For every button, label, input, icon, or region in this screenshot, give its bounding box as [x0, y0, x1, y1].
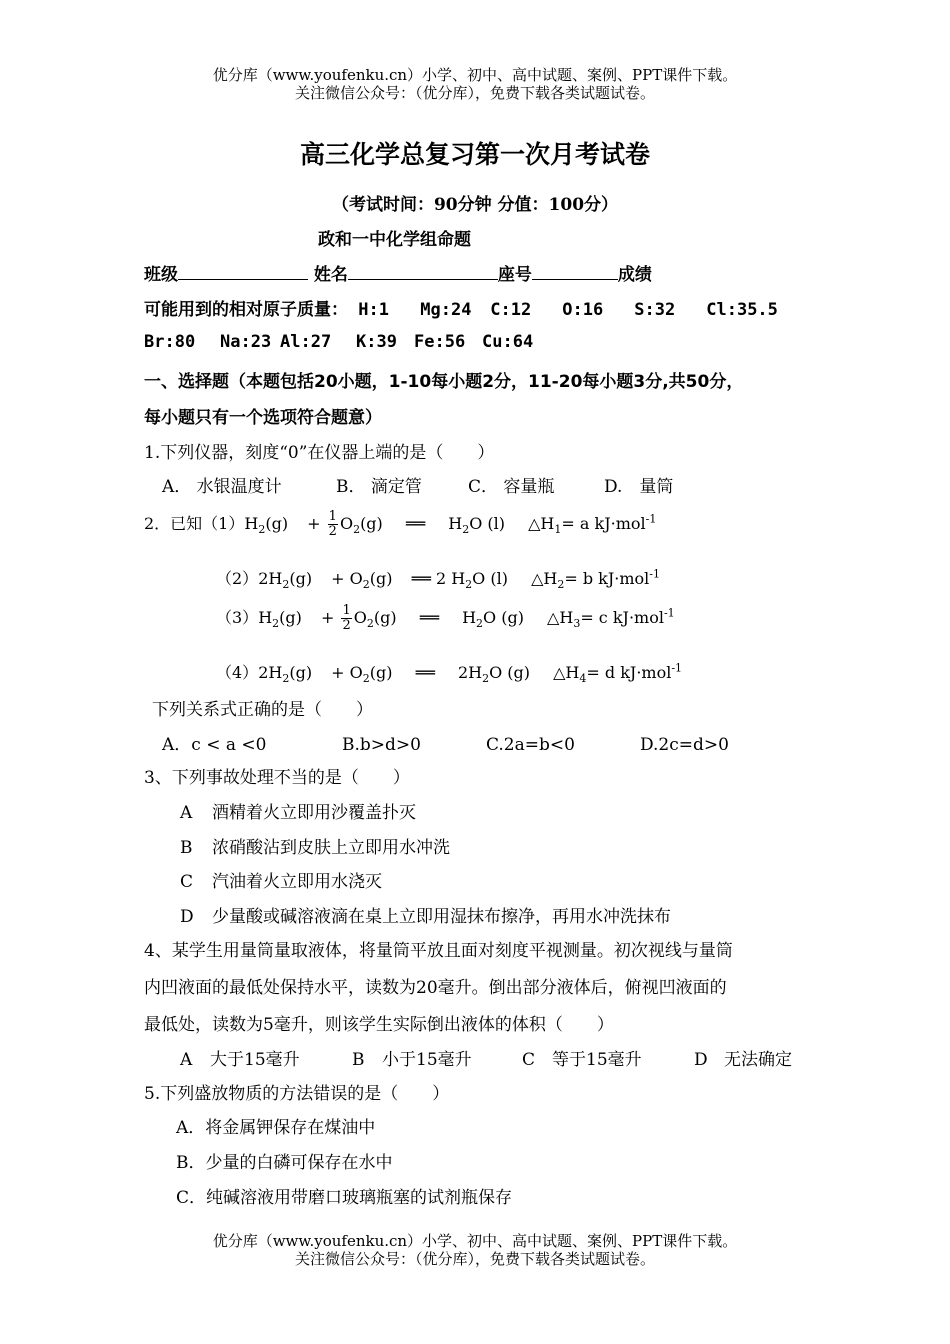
- class-label: 班级: [144, 265, 178, 285]
- q2-eq1: 2．已知$(1)H_2(g)$ + $\frac{1}{2}$ $O_2(g)$ ══ $H_2O$ (l) $\triangle H_1= a$ kJ·mol$^{-1}$: [144, 509, 657, 539]
- q1-option-b[interactable]: B． 滴定管: [336, 477, 422, 497]
- mass-item: K:39: [356, 332, 397, 352]
- q2-option-b[interactable]: B.b>d>0: [342, 735, 421, 755]
- mass-item: Br:80: [144, 332, 196, 352]
- q2-option-c[interactable]: C.2a=b<0: [486, 735, 575, 755]
- q3-stem: 3、下列事故处理不当的是（ ）: [144, 768, 410, 788]
- mass-item: Al:27: [280, 332, 332, 352]
- atomic-masses-line1: [144, 295, 778, 320]
- mass-item: C:12: [490, 300, 532, 320]
- q4-option-a[interactable]: A 大于15毫升: [180, 1050, 300, 1070]
- mass-item: Fe:56: [414, 332, 466, 352]
- q1-options: [162, 472, 673, 497]
- mass-item: Mg:24: [420, 300, 472, 320]
- q2-options: [162, 730, 729, 755]
- q3-option-a[interactable]: A 酒精着火立即用沙覆盖扑灭: [180, 803, 416, 823]
- mass-item: Cl:35.5: [706, 300, 778, 320]
- q3-option-d[interactable]: D 少量酸或碱溶液滴在桌上立即用湿抹布擦净，再用水冲洗抹布: [180, 907, 671, 927]
- section1-line1: 一、选择题（本题包括20小题，1-10每小题2分，11-20每小题3分,共50分，: [144, 372, 744, 392]
- seat-blank[interactable]: [532, 262, 618, 280]
- q5-option-c[interactable]: C．纯碱溶液用带磨口玻璃瓶塞的试剂瓶保存: [176, 1188, 513, 1208]
- q3-option-b[interactable]: B 浓硝酸沾到皮肤上立即用水冲洗: [180, 838, 450, 858]
- author-line: 政和一中化学组命题: [318, 230, 471, 250]
- q2-option-a[interactable]: A．c < a <0: [162, 735, 267, 755]
- class-blank[interactable]: [178, 262, 308, 280]
- q1-option-a[interactable]: A． 水银温度计: [162, 477, 282, 497]
- page-footer-line2: 关注微信公众号：（优分库），免费下载各类试题试卷。: [294, 1250, 655, 1268]
- mass-item: Na:23: [220, 332, 272, 352]
- exam-info: （考试时间：90分钟 分值：100分）: [331, 195, 619, 215]
- score-label: 成绩: [617, 265, 652, 285]
- q2-eq4: $(4)2H_2(g) + O_2(g)$ ══ $2H_2O$ (g) $\triangle H_4= d$ kJ·mol$^{-1}$: [216, 661, 683, 686]
- page-footer-line1: 优分库（www.youfenku.cn）小学、初中、高中试题、案例、PPT课件下载。: [212, 1232, 738, 1250]
- mass-item: S:32: [634, 300, 676, 320]
- q5-stem: 5.下列盛放物质的方法错误的是（ ）: [144, 1084, 450, 1104]
- fraction-one-half: $\frac{1}{2}$: [328, 509, 337, 539]
- section1-line2: 每小题只有一个选项符合题意）: [144, 408, 382, 428]
- q2-ask: 下列关系式正确的是（ ）: [152, 700, 373, 720]
- name-blank[interactable]: [348, 262, 498, 280]
- q4-options: [180, 1045, 792, 1070]
- q3-option-c[interactable]: C 汽油着火立即用水浇灭: [180, 872, 382, 892]
- q5-option-b[interactable]: B．少量的白磷可保存在水中: [176, 1153, 393, 1173]
- q2-eq3: $(3)H_2(g)$ + $\frac{1}{2}$ $O_2(g)$ ══ $H_2O$ (g) $\triangle H_3= c$ kJ·mol$^{-1}$: [216, 603, 675, 633]
- page-header-line1: 优分库（www.youfenku.cn）小学、初中、高中试题、案例、PPT课件下载。: [212, 66, 738, 84]
- mass-item: H:1: [358, 300, 389, 320]
- q4-line3: 最低处，读数为5毫升，则该学生实际倒出液体的体积（ ）: [144, 1015, 614, 1035]
- mass-item: O:16: [562, 300, 604, 320]
- mass-item: Cu:64: [482, 332, 534, 352]
- page-header-line2: 关注微信公众号：（优分库），免费下载各类试题试卷。: [294, 84, 655, 102]
- q2-eq2: $(2)2H_2(g) + O_2(g)$ ══ 2 $H_2O$ (l) $\triangle H_2= b$ kJ·mol$^{-1}$: [216, 567, 660, 592]
- atomic-masses-line2: [144, 332, 533, 352]
- q4-option-d[interactable]: D 无法确定: [694, 1050, 792, 1070]
- page-title: 高三化学总复习第一次月考试卷: [299, 140, 650, 169]
- q4-line1: 4、某学生用量筒量取液体，将量筒平放且面对刻度平视测量。初次视线与量筒: [144, 941, 733, 961]
- q4-option-b[interactable]: B 小于15毫升: [352, 1050, 472, 1070]
- q2-option-d[interactable]: D.2c=d>0: [640, 735, 729, 755]
- q1-option-c[interactable]: C． 容量瓶: [468, 477, 555, 497]
- q1-option-d[interactable]: D. 量筒: [604, 477, 674, 497]
- seat-label: 座号: [497, 265, 532, 285]
- atomic-masses-label: 可能用到的相对原子质量：: [144, 300, 348, 320]
- student-fields: [144, 260, 652, 285]
- q2-intro: 2．已知（1）: [144, 514, 245, 533]
- q5-option-a[interactable]: A．将金属钾保存在煤油中: [176, 1118, 376, 1138]
- q4-option-c[interactable]: C 等于15毫升: [522, 1050, 642, 1070]
- q1-stem: 1.下列仪器，刻度“0”在仪器上端的是（ ）: [144, 443, 495, 463]
- q4-line2: 内凹液面的最低处保持水平，读数为20毫升。倒出部分液体后，俯视凹液面的: [144, 978, 727, 998]
- name-label: 姓名: [313, 265, 348, 285]
- fraction-one-half: $\frac{1}{2}$: [342, 603, 351, 633]
